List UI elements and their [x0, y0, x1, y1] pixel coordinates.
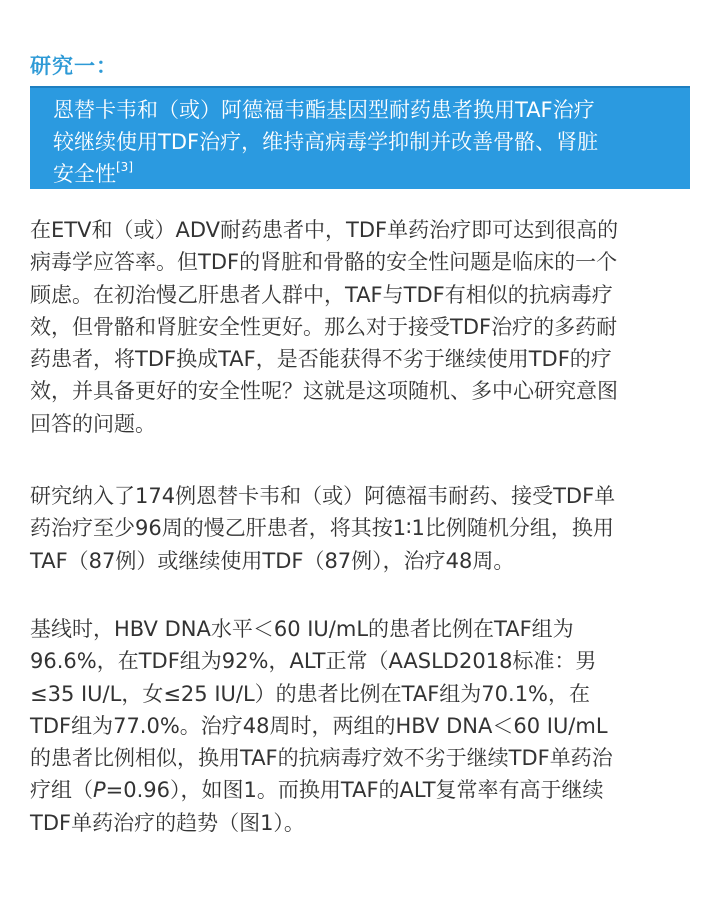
paragraph-line: 病毒学应答率。但TDF的肾脏和骨骼的安全性问题是临床的一个 [30, 250, 618, 275]
paragraph-line [30, 774, 694, 806]
paragraph-line: TDF单药治疗的趋势（图1）。 [30, 810, 305, 835]
paragraph-line: 在ETV和（或）ADV耐药患者中，TDF单药治疗即可达到很高的 [30, 218, 619, 242]
paragraph-results [30, 613, 694, 839]
paragraph-line: 回答的问题。 [30, 411, 156, 436]
paragraph-background [30, 214, 694, 440]
paragraph-line: 的患者比例相似，换用TAF的抗病毒疗效不劣于继续TDF单药治 [30, 746, 613, 771]
p-value-symbol: P [93, 778, 106, 803]
study-title-line-3-text: 安全性 [53, 162, 116, 186]
study-title-box [30, 86, 690, 189]
study-title-line-2: 较继续使用TDF治疗，维持高病毒学抑制并改善骨骼、肾脏 [53, 130, 599, 154]
paragraph-line: TAF（87例）或继续使用TDF（87例），治疗48周。 [30, 548, 515, 573]
paragraph-line: 研究纳入了174例恩替卡韦和（或）阿德福韦耐药、接受TDF单 [30, 484, 616, 508]
paragraph-line: 药治疗至少96周的慢乙肝患者，将其按1∶1比例随机分组，换用 [30, 516, 614, 541]
paragraph-line: 基线时，HBV DNA水平＜60 IU/mL的患者比例在TAF组为 [30, 617, 574, 641]
paragraph-line: 效，并具备更好的安全性呢？这就是这项随机、多中心研究意图 [30, 379, 618, 404]
paragraph-line: TDF组为77.0%。治疗48周时，两组的HBV DNA＜60 IU/mL [30, 713, 608, 738]
study-title-line-3 [53, 158, 676, 190]
paragraph-design [30, 480, 694, 577]
paragraph-line: 96.6%，在TDF组为92%，ALT正常（AASLD2018标准：男 [30, 649, 597, 674]
paragraph-line: 效，但骨骼和肾脏安全性更好。那么对于接受TDF治疗的多药耐 [30, 314, 618, 339]
section-heading: 研究一： [30, 54, 118, 78]
study-title-line-1: 恩替卡韦和（或）阿德福韦酯基因型耐药患者换用TAF治疗 [53, 98, 595, 122]
line-text: 疗组（ [30, 778, 93, 803]
paragraph-line: 药患者，将TDF换成TAF，是否能获得不劣于继续使用TDF的疗 [30, 347, 612, 372]
paragraph-line: 顾虑。在初治慢乙肝患者人群中，TAF与TDF有相似的抗病毒疗 [30, 282, 613, 307]
reference-marker: [3] [116, 160, 133, 174]
line-text: =0.96），如图1。而换用TAF的ALT复常率有高于继续 [105, 778, 604, 803]
paragraph-line: ≤35 IU/L，女≤25 IU/L）的患者比例在TAF组为70.1%，在 [30, 681, 591, 706]
